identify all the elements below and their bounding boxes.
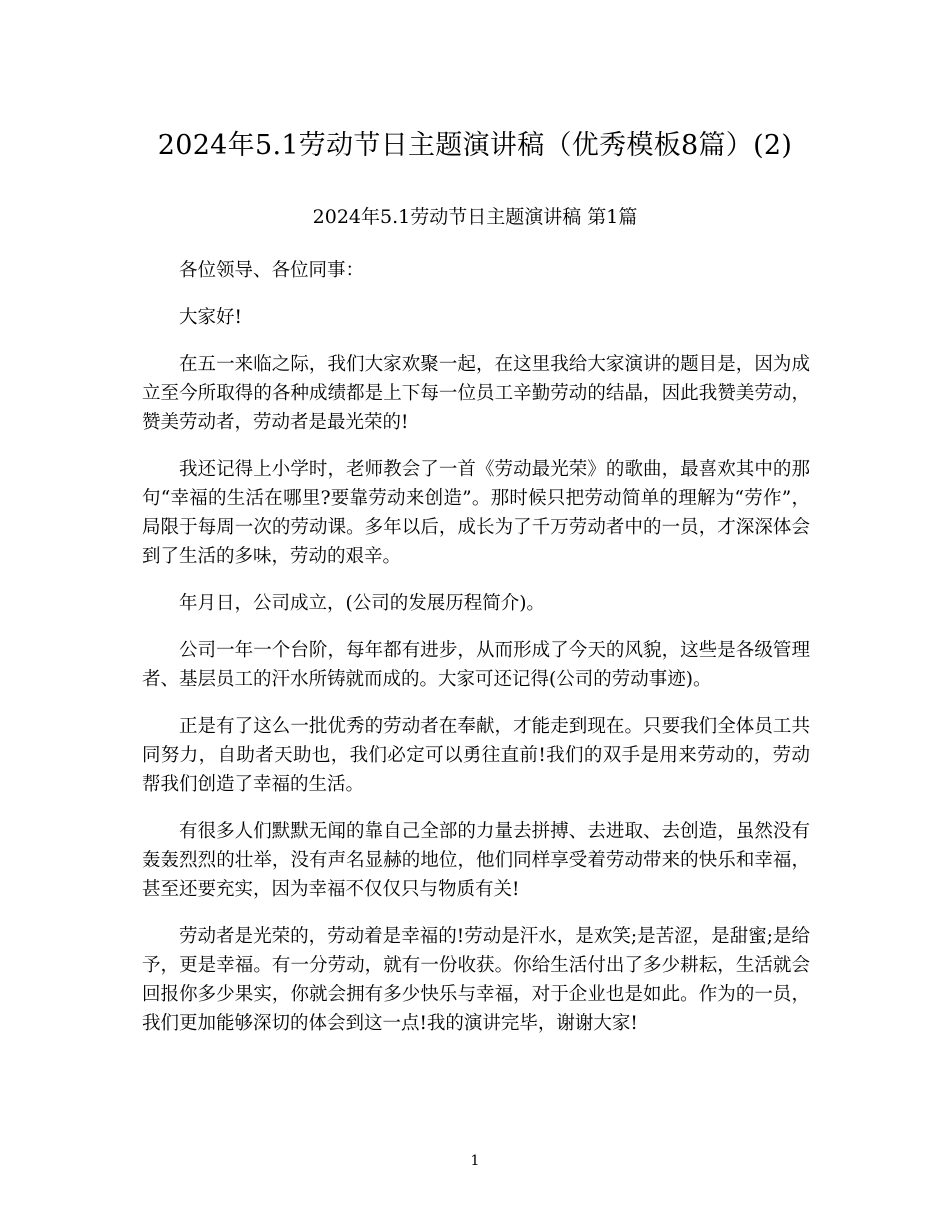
paragraph: 正是有了这么一批优秀的劳动者在奉献，才能走到现在。只要我们全体员工共同努力，自助者天助也，我们必定可以勇往直前!我们的双手是用来劳动的，劳动帮我们创造了幸福的生活。 — [142, 716, 810, 795]
paragraph-salutation: 各位领导、各位同事： — [179, 260, 365, 281]
paragraph: 年月日，公司成立，(公司的发展历程简介)。 — [179, 593, 545, 614]
paragraph: 公司一年一个台阶，每年都有进步，从而形成了今天的风貌，这些是各级管理者、基层员工的汗水所铸就而成的。大家可还记得(公司的劳动事迹)。 — [142, 640, 810, 690]
document-title: 2024年5.1劳动节日主题演讲稿（优秀模板8篇）(2) — [157, 130, 793, 161]
paragraph-closing: 劳动者是光荣的，劳动着是幸福的!劳动是汗水，是欢笑;是苦涩，是甜蜜;是给予，更是幸福。有一分劳动，就有一份收获。你给生活付出了多少耕耘，生活就会回报你多少果实，你就会拥有多少快乐与幸福，对于企业也是如此。作为的一员，我们更加能够深切的体会到这一点!我的演讲完毕，谢谢大家! — [142, 926, 810, 1034]
page-number: 1 — [470, 1153, 480, 1169]
section-title: 2024年5.1劳动节日主题演讲稿 第1篇 — [312, 206, 638, 228]
paragraph: 我还记得上小学时，老师教会了一首《劳动最光荣》的歌曲，最喜欢其中的那句“幸福的生活在哪里?要靠劳动来创造”。那时候只把劳动简单的理解为“劳作”，局限于每周一次的劳动课。多年以后，成长为了千万劳动者中的一员，才深深体会到了生活的多味，劳动的艰辛。 — [142, 459, 810, 567]
paragraph: 有很多人们默默无闻的靠自己全部的力量去拼搏、去进取、去创造，虽然没有轰轰烈烈的壮举，没有声名显赫的地位，他们同样享受着劳动带来的快乐和幸福，甚至还要充实，因为幸福不仅仅只与物质有关! — [142, 821, 810, 900]
paragraph-greeting: 大家好! — [179, 307, 242, 328]
paragraph: 在五一来临之际，我们大家欢聚一起，在这里我给大家演讲的题目是，因为成立至今所取得的各种成绩都是上下每一位员工辛勤劳动的结晶，因此我赞美劳动，赞美劳动者，劳动者是最光荣的! — [142, 354, 810, 433]
document-body — [142, 256, 810, 1038]
